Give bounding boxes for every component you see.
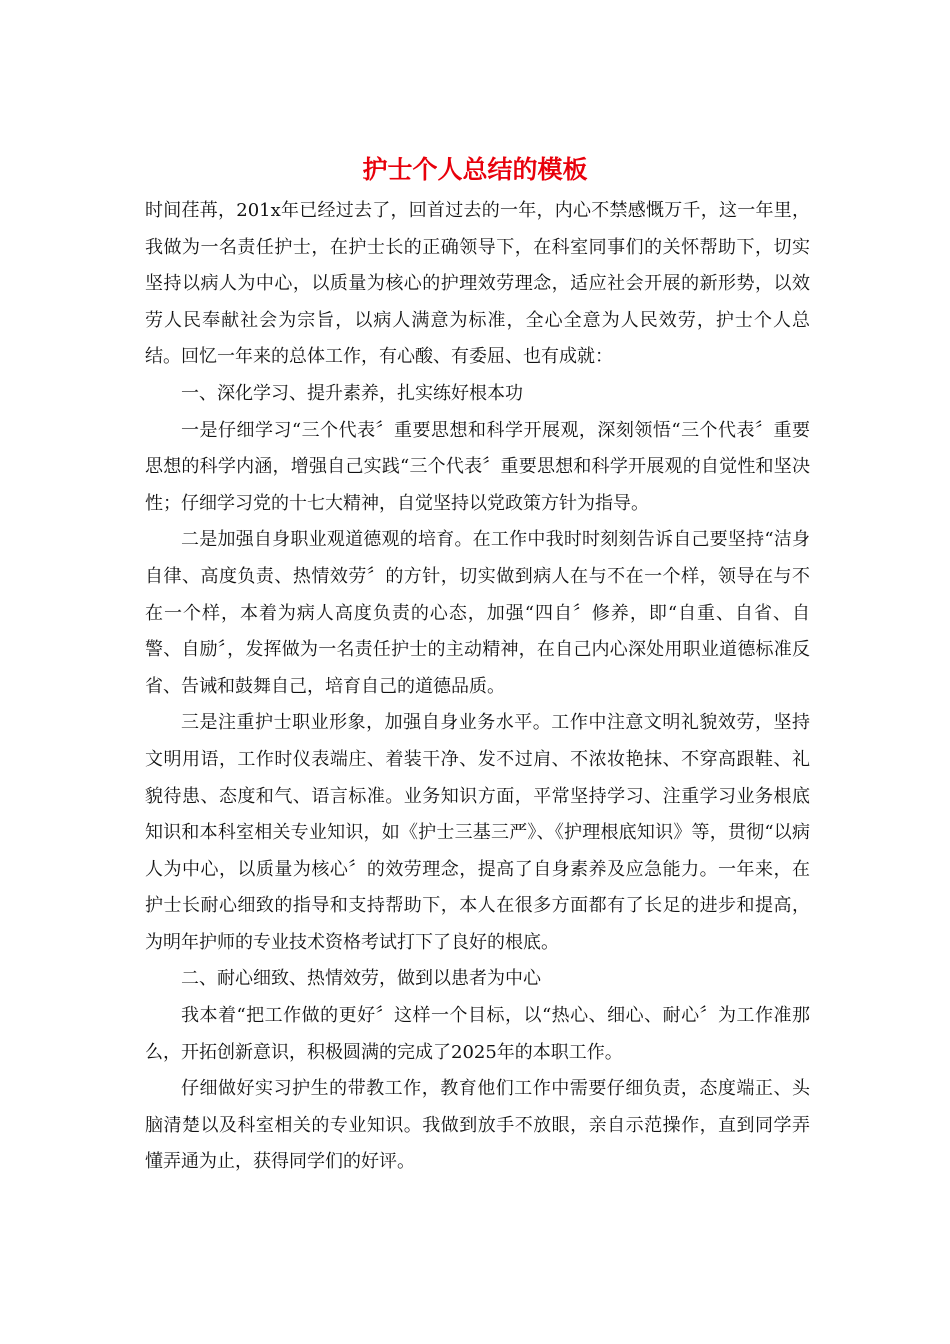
paragraph-professional-image: 三是注重护士职业形象，加强自身业务水平。工作中注意文明礼貌效劳，坚持文明用语，工作时仪表端庄、着装干净、发不过肩、不浓妆艳抹、不穿高跟鞋、礼貌待患、态度和气、语言标准。业务知识方面，平常坚持学习、注重学习业务根底知识和本科室相关专业知识，如《护士三基三严》、《护理根底知识》等，贯彻“以病人为中心，以质量为核心〞的效劳理念，提高了自身素养及应急能力。一年来，在护士长耐心细致的指导和支持帮助下，本人在很多方面都有了长足的进步和提高，为明年护师的专业技术资格考试打下了良好的根底。 (145, 712, 810, 953)
paragraph-ethics: 二是加强自身职业观道德观的培育。在工作中我时时刻刻告诉自己要坚持“洁身自律、高度负责、热情效劳〞的方针，切实做到病人在与不在一个样，领导在与不在一个样，本着为病人高度负责的心态，加强“四自〞修养，即“自重、自省、自警、自励〞，发挥做为一名责任护士的主动精神，在自己内心深处用职业道德标准反省、告诫和鼓舞自己，培育自己的道德品质。 (145, 529, 810, 697)
paragraph-intro: 时间荏苒，201x年已经过去了，回首过去的一年，内心不禁感慨万千，这一年里，我做为一名责任护士，在护士长的正确领导下，在科室同事们的关怀帮助下，切实坚持以病人为中心，以质量为核心的护理效劳理念，适应社会开展的新形势，以效劳人民奉献社会为宗旨，以病人满意为标准，全心全意为人民效劳，护士个人总结。回忆一年来的总体工作，有心酸、有委屈、也有成就： (145, 200, 810, 368)
paragraph-goal: 我本着“把工作做的更好〞这样一个目标，以“热心、细心、耐心〞为工作准那么，开拓创新意识，积极圆满的完成了2025年的本职工作。 (145, 1005, 810, 1063)
paragraph-teaching: 仔细做好实习护生的带教工作，教育他们工作中需要仔细负责，态度端正、头脑清楚以及科室相关的专业知识。我做到放手不放眼，亲自示范操作，直到同学弄懂弄通为止，获得同学们的好评。 (145, 1078, 810, 1173)
paragraph-study: 一是仔细学习“三个代表〞重要思想和科学开展观，深刻领悟“三个代表〞重要思想的科学内涵，增强自己实践“三个代表〞重要思想和科学开展观的自觉性和坚决性；仔细学习党的十七大精神，自觉坚持以党政策方针为指导。 (145, 419, 810, 514)
document-body (145, 193, 810, 1181)
section-heading-1: 一、深化学习、提升素养，扎实练好根本功 (181, 382, 523, 404)
document-title: 护士个人总结的模板 (362, 155, 588, 184)
section-heading-2: 二、耐心细致、热情效劳，做到以患者为中心 (181, 968, 541, 990)
